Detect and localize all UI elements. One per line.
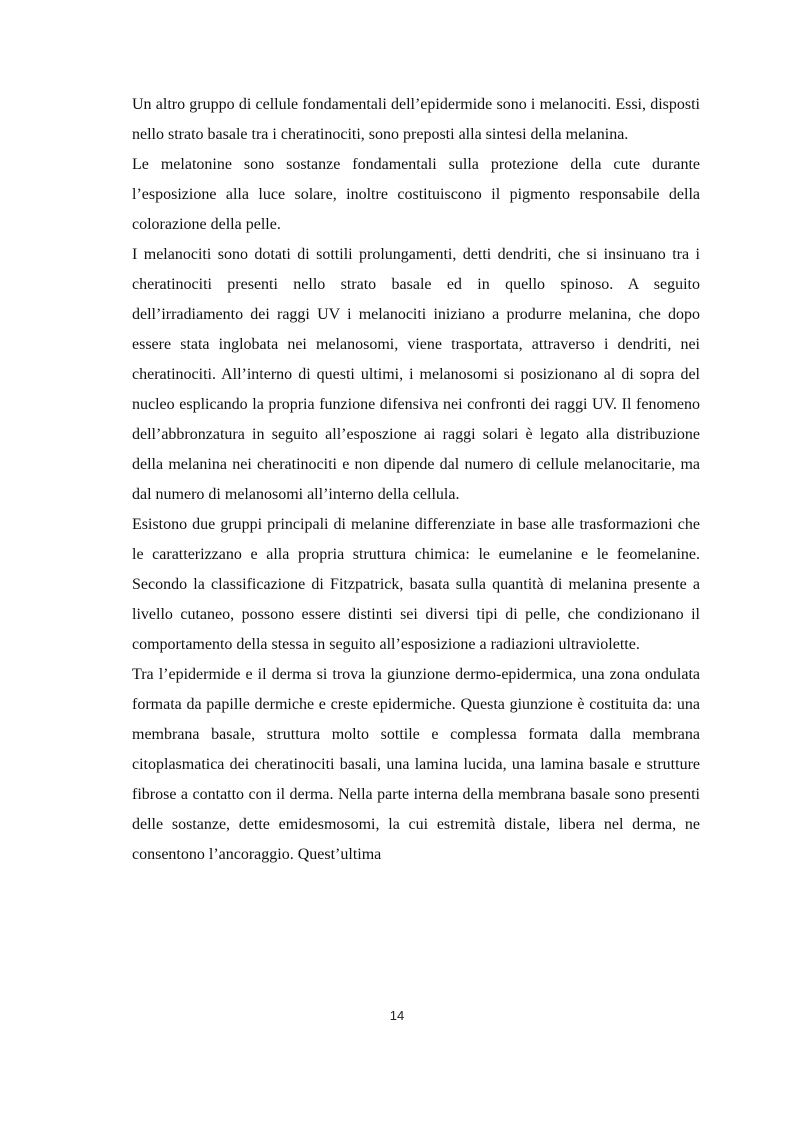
paragraph-melatonine: Le melatonine sono sostanze fondamentali sulla protezione della cute durante l’esposizione alla luce solare, inoltre costituiscono il pigmento responsabile della colorazione della pelle. [132, 156, 700, 233]
paragraph-giunzione: Tra l’epidermide e il derma si trova la giunzione dermo-epidermica, una zona ondulata formata da papille dermiche e creste epidermiche. Questa giunzione è costituita da: una membrana basale, struttura molto sottile e complessa formata dalla membrana citoplasmatica dei cheratinociti basali, una lamina lucida, una lamina basale e strutture fibrose a contatto con il derma. Nella parte interna della membrana basale sono presenti delle sostanze, dette emidesmosomi, la cui estremità distale, libera nel derma, ne consentono l’ancoraggio. Quest’ultima [132, 666, 700, 863]
paragraph-dendriti: I melanociti sono dotati di sottili prolungamenti, detti dendriti, che si insinuano tra i cheratinociti presenti nello strato basale ed in quello spinoso. A seguito dell’irradiamento dei raggi UV i melanociti iniziano a produrre melanina, che dopo essere stata inglobata nei melanosomi, viene trasportata, attraverso i dendriti, nei cheratinociti. All’interno di questi ultimi, i melanosomi si posizionano al di sopra del nucleo esplicando la propria funzione difensiva nei confronti dei raggi UV. Il fenomeno dell’abbronzatura in seguito all’esposzione ai raggi solari è legato alla distribuzione della melanina nei cheratinociti e non dipende dal numero di cellule melanocitarie, ma dal numero di melanosomi all’interno della cellula. [132, 246, 700, 503]
page-number: 14 [389, 1008, 405, 1023]
body-text [132, 90, 700, 870]
paragraph-melanine: Esistono due gruppi principali di melanine differenziate in base alle trasformazioni che le caratterizzano e alla propria struttura chimica: le eumelanine e le feomelanine. Secondo la classificazione di Fitzpatrick, basata sulla quantità di melanina presente a livello cutaneo, possono essere distinti sei diversi tipi di pelle, che condizionano il comportamento della stessa in seguito all’esposizione a radiazioni ultraviolette. [132, 516, 700, 653]
paragraph-melanociti: Un altro gruppo di cellule fondamentali dell’epidermide sono i melanociti. Essi, disposti nello strato basale tra i cheratinociti, sono preposti alla sintesi della melanina. [132, 96, 700, 143]
